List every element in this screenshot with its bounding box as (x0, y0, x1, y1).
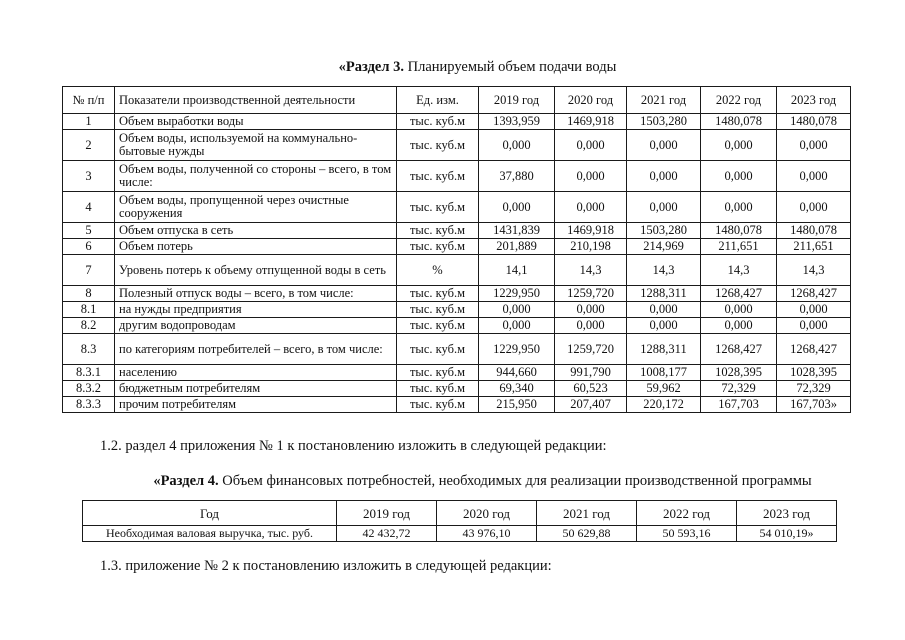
table-cell: 210,198 (555, 239, 627, 255)
table-row (63, 286, 851, 302)
table-cell: 8.3.2 (63, 381, 115, 397)
table-cell: по категориям потребителей – всего, в том числе: (115, 334, 397, 365)
table-cell: 0,000 (777, 192, 851, 223)
financial-needs-table (82, 500, 837, 542)
table-cell: на нужды предприятия (115, 302, 397, 318)
table-cell: 37,880 (479, 161, 555, 192)
table-cell: 0,000 (555, 318, 627, 334)
col-header: 2019 год (337, 501, 437, 526)
col-header: 2020 год (555, 87, 627, 114)
section3-title (25, 58, 905, 76)
table-cell: 4 (63, 192, 115, 223)
table-cell: 14,3 (555, 255, 627, 286)
table-cell: 0,000 (777, 130, 851, 161)
col-header: 2021 год (537, 501, 637, 526)
table-cell: тыс. куб.м (397, 334, 479, 365)
table-cell: 1259,720 (555, 334, 627, 365)
table-cell: 69,340 (479, 381, 555, 397)
table-cell: 54 010,19» (737, 526, 837, 542)
water-supply-table (62, 86, 851, 413)
col-header: 2023 год (737, 501, 837, 526)
table-cell: 2 (63, 130, 115, 161)
table-cell: 214,969 (627, 239, 701, 255)
table-cell: 7 (63, 255, 115, 286)
col-header: 2021 год (627, 87, 701, 114)
table-cell: 0,000 (627, 302, 701, 318)
table-cell: тыс. куб.м (397, 397, 479, 413)
table-cell: 211,651 (777, 239, 851, 255)
table-row (63, 365, 851, 381)
table-cell: Объем воды, полученной со стороны – всего, в том числе: (115, 161, 397, 192)
section4-title-rest: Объем финансовых потребностей, необходимых для реализации производственной программы (218, 473, 812, 489)
table-cell: 8.3.1 (63, 365, 115, 381)
table-cell: 1480,078 (701, 114, 777, 130)
table-cell: 1028,395 (777, 365, 851, 381)
table-cell: 59,962 (627, 381, 701, 397)
table-cell: тыс. куб.м (397, 302, 479, 318)
col-header: Ед. изм. (397, 87, 479, 114)
table-cell: 0,000 (777, 302, 851, 318)
table-cell: Уровень потерь к объему отпущенной воды в сеть (115, 255, 397, 286)
table-cell: 0,000 (555, 130, 627, 161)
table-cell: 1268,427 (777, 286, 851, 302)
table-row (63, 255, 851, 286)
table-cell: 60,523 (555, 381, 627, 397)
table-cell: 207,407 (555, 397, 627, 413)
table-row (63, 161, 851, 192)
table-cell: 1259,720 (555, 286, 627, 302)
table-cell: тыс. куб.м (397, 130, 479, 161)
table-cell: 1469,918 (555, 114, 627, 130)
table-cell: 0,000 (701, 318, 777, 334)
table-header-row (83, 501, 837, 526)
table-cell: 1503,280 (627, 114, 701, 130)
table-cell: 6 (63, 239, 115, 255)
table-cell: 991,790 (555, 365, 627, 381)
table-cell: 1393,959 (479, 114, 555, 130)
table-cell: 215,950 (479, 397, 555, 413)
col-header: № п/п (63, 87, 115, 114)
table-cell: 50 593,16 (637, 526, 737, 542)
table-cell: 8 (63, 286, 115, 302)
col-header: 2022 год (701, 87, 777, 114)
section4-title (30, 472, 905, 490)
table-row (63, 239, 851, 255)
table-cell: 201,889 (479, 239, 555, 255)
table-cell: 1268,427 (701, 334, 777, 365)
col-header: 2020 год (437, 501, 537, 526)
table-cell: 8.1 (63, 302, 115, 318)
col-header: 2019 год (479, 87, 555, 114)
table-cell: 1229,950 (479, 286, 555, 302)
table-cell: Объем воды, пропущенной через очистные сооружения (115, 192, 397, 223)
table-cell: 0,000 (701, 192, 777, 223)
table-cell: 1268,427 (777, 334, 851, 365)
table-cell: 0,000 (479, 130, 555, 161)
table-cell: 43 976,10 (437, 526, 537, 542)
table-cell: 14,1 (479, 255, 555, 286)
table-cell: 1008,177 (627, 365, 701, 381)
table-cell: тыс. куб.м (397, 318, 479, 334)
table-header-row (63, 87, 851, 114)
table-cell: % (397, 255, 479, 286)
table-cell: 0,000 (555, 161, 627, 192)
table-cell: прочим потребителям (115, 397, 397, 413)
table-row (63, 302, 851, 318)
table-row (63, 334, 851, 365)
table-cell: тыс. куб.м (397, 239, 479, 255)
table-cell: 1480,078 (777, 223, 851, 239)
table-row (63, 381, 851, 397)
paragraph-1-3: 1.3. приложение № 2 к постановлению изложить в следующей редакции: (100, 558, 552, 574)
table-cell: 1229,950 (479, 334, 555, 365)
table-body (63, 114, 851, 413)
col-header: 2023 год (777, 87, 851, 114)
table-cell: 42 432,72 (337, 526, 437, 542)
table-cell: 0,000 (701, 130, 777, 161)
table-cell: тыс. куб.м (397, 223, 479, 239)
table-cell: 0,000 (701, 161, 777, 192)
table-cell: 0,000 (479, 302, 555, 318)
table-cell: 1431,839 (479, 223, 555, 239)
table-cell: 0,000 (555, 302, 627, 318)
table-row (63, 318, 851, 334)
col-header: 2022 год (637, 501, 737, 526)
section3-title-rest: Планируемый объем подачи воды (403, 59, 617, 75)
table-cell: 50 629,88 (537, 526, 637, 542)
table-cell: 0,000 (701, 302, 777, 318)
table-row (83, 526, 837, 542)
table-cell: 1 (63, 114, 115, 130)
table-cell: 3 (63, 161, 115, 192)
table-cell: тыс. куб.м (397, 286, 479, 302)
table-cell: 220,172 (627, 397, 701, 413)
table-cell: населению (115, 365, 397, 381)
table-cell: другим водопроводам (115, 318, 397, 334)
table-cell: 8.3 (63, 334, 115, 365)
table-cell: 167,703» (777, 397, 851, 413)
table-row (63, 114, 851, 130)
table-cell: 72,329 (701, 381, 777, 397)
table-cell: 1268,427 (701, 286, 777, 302)
table-cell: 0,000 (479, 192, 555, 223)
table-cell: 0,000 (627, 192, 701, 223)
table-row (63, 192, 851, 223)
table-row (63, 130, 851, 161)
table-row (63, 397, 851, 413)
table-row (63, 223, 851, 239)
section4-title-bold: «Раздел 4. (153, 473, 219, 489)
table-cell: Объем отпуска в сеть (115, 223, 397, 239)
table-cell: 1480,078 (701, 223, 777, 239)
table-cell: Необходимая валовая выручка, тыс. руб. (83, 526, 337, 542)
table-cell: тыс. куб.м (397, 365, 479, 381)
table-cell: 167,703 (701, 397, 777, 413)
table-cell: 1028,395 (701, 365, 777, 381)
table-cell: тыс. куб.м (397, 192, 479, 223)
table-cell: бюджетным потребителям (115, 381, 397, 397)
table-cell: 8.2 (63, 318, 115, 334)
table-cell: 0,000 (555, 192, 627, 223)
table-cell: 1288,311 (627, 286, 701, 302)
table-cell: 0,000 (627, 161, 701, 192)
table-cell: 0,000 (627, 318, 701, 334)
table-cell: Объем выработки воды (115, 114, 397, 130)
table-cell: Объем потерь (115, 239, 397, 255)
table-cell: 0,000 (479, 318, 555, 334)
section3-title-bold: «Раздел 3. (338, 59, 404, 75)
col-header: Год (83, 501, 337, 526)
table-cell: 1480,078 (777, 114, 851, 130)
table-cell: тыс. куб.м (397, 114, 479, 130)
paragraph-1-2: 1.2. раздел 4 приложения № 1 к постановлению изложить в следующей редакции: (100, 438, 607, 454)
table-cell: 0,000 (777, 318, 851, 334)
table-cell: 14,3 (701, 255, 777, 286)
table-cell: 0,000 (777, 161, 851, 192)
table-cell: 72,329 (777, 381, 851, 397)
table-cell: 14,3 (777, 255, 851, 286)
table-cell: 1469,918 (555, 223, 627, 239)
table-cell: Полезный отпуск воды – всего, в том числе: (115, 286, 397, 302)
table-cell: 944,660 (479, 365, 555, 381)
col-header: Показатели производственной деятельности (115, 87, 397, 114)
table-cell: 5 (63, 223, 115, 239)
table-cell: 0,000 (627, 130, 701, 161)
table-cell: 1503,280 (627, 223, 701, 239)
table-cell: 1288,311 (627, 334, 701, 365)
table-cell: 211,651 (701, 239, 777, 255)
table-cell: 14,3 (627, 255, 701, 286)
table-cell: тыс. куб.м (397, 161, 479, 192)
table-cell: 8.3.3 (63, 397, 115, 413)
table-cell: Объем воды, используемой на коммунально-бытовые нужды (115, 130, 397, 161)
table-cell: тыс. куб.м (397, 381, 479, 397)
